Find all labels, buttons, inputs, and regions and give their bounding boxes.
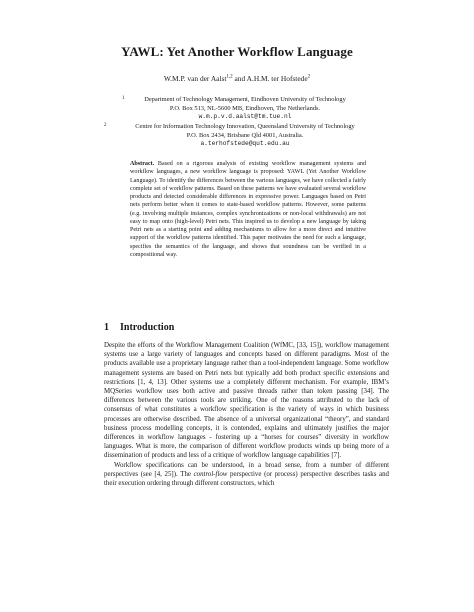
- author-name: W.M.P. van der Aalst: [163, 74, 227, 83]
- affiliation-email: a.terhofstede@qut.edu.au: [200, 140, 290, 148]
- section-title: Introduction: [120, 322, 175, 333]
- paragraph-text: perspective (or process) perspective describes tasks and their execution ordering through different constructors, which: [104, 470, 389, 488]
- paragraph: Despite the efforts of the Workflow Management Coalition (WfMC, [33, 15]), workflow management systems use a large variety of languages and concepts based on different paradigms. Most of the products available use a proprietary language rather than a tool-independent language. Some workflow management systems are based on Petri nets but typically add both product specific extensions and restrictions [1, 4, 13]. Other systems use a completely different mechanism. For example, IBM’s MQSeries workflow uses both active and passive threads rather than token passing [34]. The differences between the various tools are striking. One of the reasons attributed to the lack of consensus of what constitutes a workflow specification is the variety of ways in which business processes are otherwise described. The absence of a universal organizational “theory”, and standard business process modelling concepts, it is contended, explains and ultimately justifies the major differences in workflow languages - fostering up a “horses for courses” diversity in workflow languages. What is more, the comparison of different workflow products winds up being more of a dissemination of products and less of a critique of workflow language capabilities [7].: [104, 342, 389, 460]
- affiliation-line: Centre for Information Technology Innovation, Queensland University of Technology: [135, 123, 355, 130]
- affiliation-marker: 2: [307, 74, 311, 80]
- affiliation-number: 2: [104, 123, 107, 128]
- author-name: A.H.M. ter Hofstede: [246, 74, 308, 83]
- author-connector: and: [232, 74, 247, 83]
- abstract-label: Abstract.: [130, 161, 155, 167]
- body-text: [104, 341, 389, 488]
- paragraph: [104, 461, 389, 489]
- section-heading: [104, 322, 174, 333]
- section-number: 1: [104, 322, 109, 333]
- paragraph-text: Workflow specifications can be understood, in a broad sense, from a number of different perspectives (see [4, 25]). The: [104, 461, 389, 478]
- abstract-text: Based on a rigorous analysis of existing workflow management systems and workflow languages, a new workflow language is proposed: YAWL (Yet Another Workflow Language). To identify the differences between the various languages, we have collected a fairly complete set of workflow patterns. Based on these patterns we have evaluated several workflow products and detected considerable differences in expressive power. Languages based on Petri nets perform better when it comes to state-based workflow patterns. However, some patterns (e.g. involving multiple instances, complex synchronizations or non-local withdrawals) are not easy to map onto (high-level) Petri nets. This inspired us to develop a new language by taking Petri nets as a starting point and adding mechanisms to allow for a more direct and intuitive support of the workflow patterns identified. This paper motivates the need for such a language, specifies the semantics of the language, and shows that soundness can be verified in a compositional way.: [130, 161, 366, 258]
- affiliation-line: P.O. Box 513, NL-5600 MB, Eindhoven, The Netherlands.: [169, 104, 321, 112]
- paper-title: YAWL: Yet Another Workflow Language: [121, 44, 353, 59]
- affiliation-line: Department of Technology Management, Eindhoven University of Technology: [144, 96, 346, 103]
- affiliation-number: 1: [122, 96, 125, 101]
- affiliation-line: P.O. Box 2434, Brisbane Qld 4001, Australia.: [186, 131, 304, 139]
- affiliation-marker: 1,2: [226, 74, 233, 80]
- affiliation-block: [104, 123, 370, 149]
- author-line: [0, 74, 474, 83]
- emphasis-text: control-flow: [193, 470, 228, 478]
- abstract: [130, 160, 366, 259]
- affiliation-email: w.m.p.v.d.aalst@tm.tue.nl: [198, 113, 292, 121]
- affiliation-block: [120, 96, 370, 122]
